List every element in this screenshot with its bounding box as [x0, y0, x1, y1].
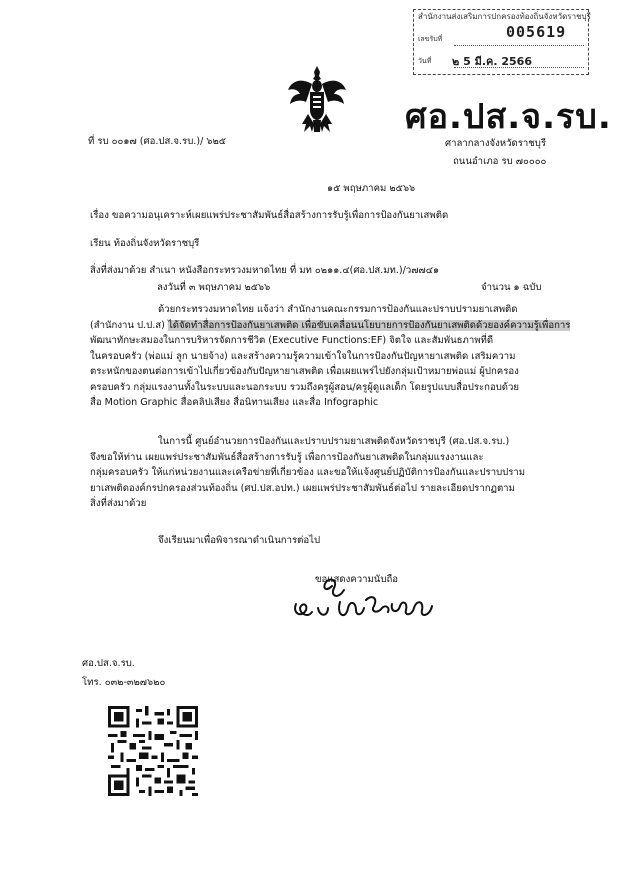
qr-code-icon[interactable] [108, 706, 198, 796]
paragraph-line: ตระหนักของตนต่อการเข้าไปเกี่ยวข้องกับปัญหายาเสพติด เพื่อเผยแพร่ไปยังกลุ่มเป้าหมายพ่อแม่ ผู้ปกครอง [90, 366, 519, 377]
paragraph-line: ยาเสพติดองค์กรปกครองส่วนท้องถิ่น (ศป.ปส.อปท.) เผยแพร่ประชาสัมพันธ์ต่อไป รายละเอียดปรากฏตาม [90, 482, 515, 494]
highlighted-text: ได้จัดทำสื่อการป้องกันยาเสพติด เพื่อขับเคลื่อนนโยบายการป้องกันยาเสพติดด้วยองค์ความรู้เพื่อการ [167, 319, 571, 331]
stamp-date-label: วันที่ [418, 57, 432, 65]
sign-off: ขอแสดงความนับถือ [315, 574, 399, 585]
address-line-2: ถนนอำเภอ รบ ๗๐๐๐๐ [453, 156, 547, 167]
paragraph-line: ในครอบครัว (พ่อแม่ ลูก นายจ้าง) และสร้างความรู้ความเข้าใจในการป้องกันปัญหายาเสพติด เสริมความ [90, 350, 516, 362]
paragraph-line: สื่อ Motion Graphic สื่อคลิปเสียง สื่อนิทานเสียง และสื่อ Infographic [90, 397, 379, 408]
closing-sentence: จึงเรียนมาเพื่อพิจารณาดำเนินการต่อไป [158, 535, 321, 546]
paragraph-line: ครอบครัว กลุ่มแรงงานทั้งในระบบและนอกระบบ รวมถึงครูผู้สอน/ครูผู้ดูแลเด็ก โดยรูปแบบสื่อประกอบด้วย [90, 381, 520, 393]
stamp-date: ๒ 5 มี.ค. 2566 [452, 55, 532, 68]
document-date: ๑๕ พฤษภาคม ๒๕๖๖ [327, 183, 416, 194]
paragraph-line [90, 318, 571, 334]
enclosure-line-1: สิ่งที่ส่งมาด้วย สำเนา หนังสือกระทรวงมหาดไทย ที่ มท ๐๒๑๑.๔(ศอ.ปส.มท.)/ว๗๗๔๑ [90, 265, 440, 276]
stamp-no-label: เลขรับที่ [418, 35, 443, 43]
garuda-emblem-icon [286, 64, 348, 138]
body-paragraph-1 [90, 302, 571, 411]
stamp-receipt-number: 005619 [506, 23, 567, 41]
subject-line: เรื่อง ขอความอนุเคราะห์เผยแพร่ประชาสัมพันธ์สื่อสร้างการรับรู้เพื่อการป้องกันยาเสพติด [90, 210, 449, 221]
paragraph-line: พัฒนาทักษะสมองในการบริหารจัดการชีวิต (Executive Functions:EF) จิตใจ และสัมพันธภาพที่ดี [90, 335, 494, 346]
reference-number: ที่ รบ ๐๐๑๗ (ศอ.ปส.จ.รบ.)/ ๖๒๕ [88, 136, 227, 147]
receipt-stamp [413, 9, 589, 75]
enclosure-line-2: ลงวันที่ ๓ พฤษภาคม ๒๕๖๖ [157, 282, 271, 293]
stamp-rule [454, 67, 584, 68]
address-line-1: ศาลากลางจังหวัดราชบุรี [445, 138, 547, 149]
paragraph-line: ในการนี้ ศูนย์อำนวยการป้องกันและปราบปรามยาเสพติดจังหวัดราชบุรี (ศอ.ปส.จ.รบ.) [158, 436, 510, 447]
org-abbreviation: ศอ.ปส.จ.รบ. [405, 97, 612, 137]
paragraph-line: กลุ่มครอบครัว ให้แก่หน่วยงานและเครือข่ายที่เกี่ยวข้อง และขอให้แจ้งศูนย์ปฏิบัติการป้องกันและปราบปราม [90, 467, 526, 478]
body-paragraph-2 [90, 434, 568, 512]
signature-image [282, 578, 444, 626]
stamp-rule [454, 45, 584, 46]
enclosure-count: จำนวน ๑ ฉบับ [481, 282, 542, 293]
footer-telephone: โทร. ๐๓๒-๓๒๗๖๒๐ [82, 677, 166, 688]
footer-org: ศอ.ปส.จ.รบ. [82, 658, 135, 669]
recipient-line: เรียน ท้องถิ่นจังหวัดราชบุรี [90, 238, 200, 249]
paragraph-line: ด้วยกระทรวงมหาดไทย แจ้งว่า สำนักงานคณะกรรมการป้องกันและปราบปรามยาเสพติด [158, 304, 518, 315]
paragraph-line: สิ่งที่ส่งมาด้วย [90, 498, 147, 509]
stamp-header: สำนักงานส่งเสริมการปกครองท้องถิ่นจังหวัดราชบุรี [418, 12, 591, 21]
paragraph-line-start: (สำนักงาน ป.ป.ส) [90, 319, 165, 331]
paragraph-line: จึงขอให้ท่าน เผยแพร่ประชาสัมพันธ์สื่อสร้างการรับรู้ เพื่อการป้องกันยาเสพติดในกลุ่มแรงงานและ [90, 451, 484, 463]
